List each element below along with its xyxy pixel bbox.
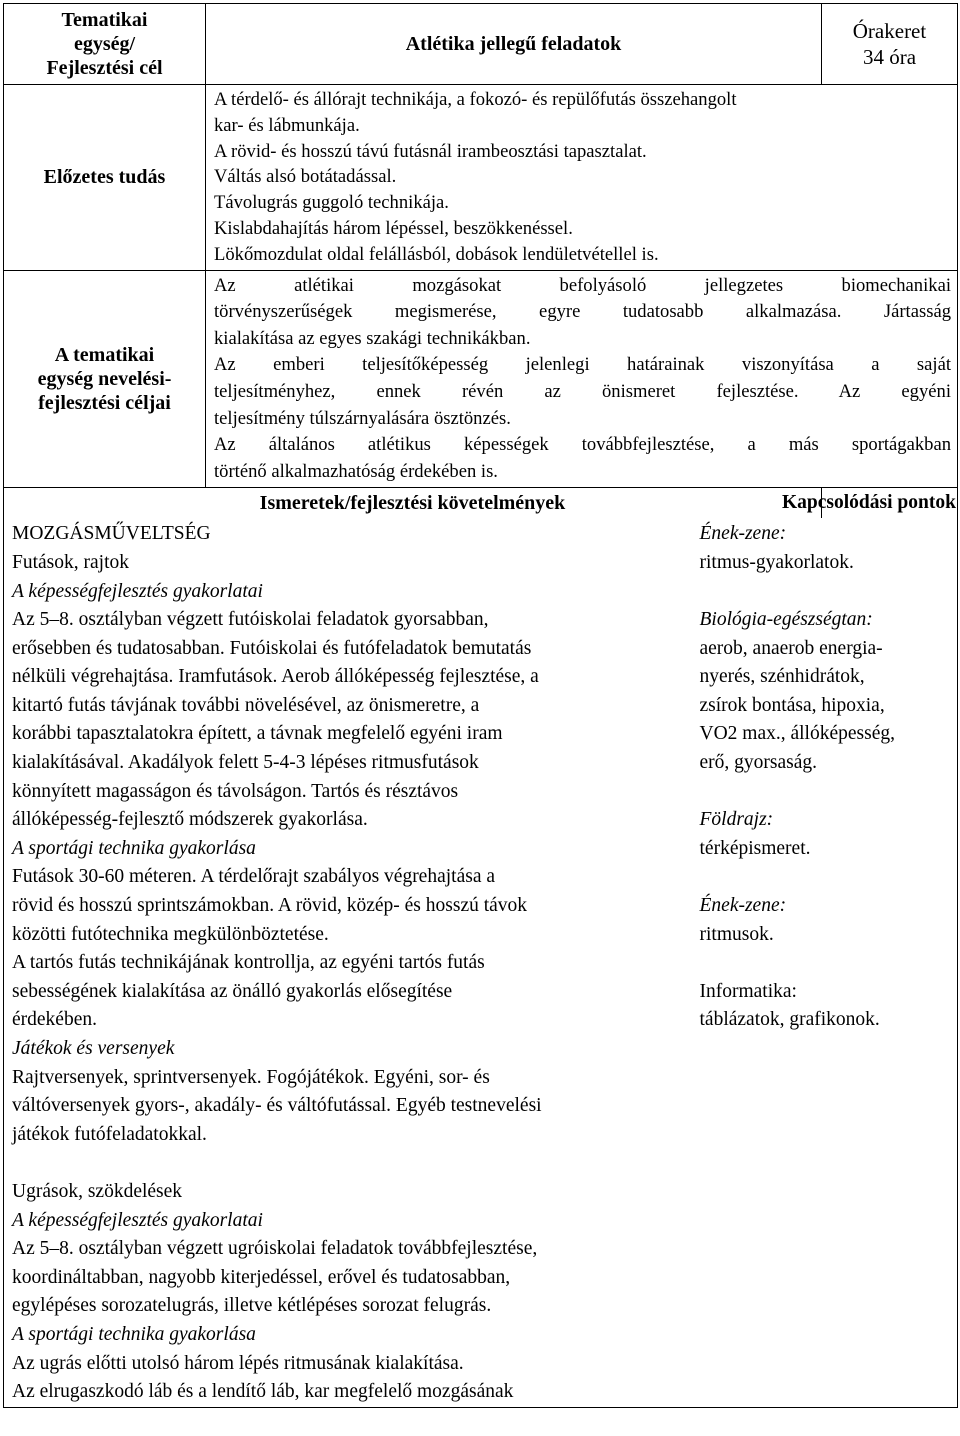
requirement-subheading: Játékok és versenyek	[12, 1038, 175, 1060]
requirement-line: Rajtversenyek, sprintversenyek. Fogójátékok. Egyéni, sor- és	[12, 1066, 490, 1088]
goals-line: Az általános atlétikus képességek továbbfejlesztése, a más sportágakban	[214, 434, 951, 456]
header-unit-line3: Fejlesztési cél	[46, 57, 163, 79]
header-row	[4, 4, 958, 85]
requirement-line: erősebben és tudatosabban. Futóiskolai és futófeladatok bemutatás	[12, 637, 532, 659]
link-text: aerob, anaerob energia-	[699, 637, 883, 659]
link-text: nyerés, szénhidrátok,	[699, 666, 865, 688]
links-content	[694, 518, 958, 1407]
goals-label-line3: fejlesztési céljai	[38, 391, 171, 414]
prior-knowledge-row	[4, 85, 958, 271]
header-unit-label	[4, 4, 206, 85]
requirement-line: rövid és hosszú sprintszámokban. A rövid, közép- és hosszú távok	[12, 895, 528, 917]
link-subject: Földrajz:	[699, 809, 774, 831]
hours-label: Órakeret	[852, 19, 927, 43]
requirement-line: Az 5–8. osztályban végzett ugróiskolai feladatok továbbfejlesztése,	[12, 1238, 538, 1260]
requirement-subheading: A sportági technika gyakorlása	[12, 1323, 256, 1345]
unit-title-text: Atlétika jellegű feladatok	[405, 32, 622, 55]
requirement-subheading: A képességfejlesztés gyakorlatai	[12, 1209, 263, 1231]
prior-line: A rövid- és hosszú távú futásnál irambeosztási tapasztalat.	[214, 140, 647, 162]
requirement-line: könnyített magasságon és távolságon. Tartós és résztávos	[12, 780, 459, 802]
link-text: táblázatok, grafikonok.	[699, 1009, 880, 1031]
requirement-subheading: A sportági technika gyakorlása	[12, 837, 256, 859]
prior-line: A térdelő- és állórajt technikája, a fokozó- és repülőfutás összehangolt	[214, 89, 737, 110]
requirement-line: játékok futófeladatokkal.	[12, 1123, 207, 1145]
requirement-line: MOZGÁSMŰVELTSÉG	[12, 523, 211, 545]
link-text: VO2 max., állóképesség,	[699, 723, 895, 745]
link-text: erő, gyorsaság.	[699, 752, 818, 774]
links-heading	[782, 488, 958, 519]
requirement-line: kialakításával. Akadályok felett 5-4-3 lépéses ritmusfutások	[12, 752, 479, 774]
requirement-line: nélküli végrehajtása. Iramfutások. Aerob állóképesség fejlesztése, a	[12, 666, 539, 688]
spacer	[700, 949, 954, 978]
spacer	[700, 863, 954, 892]
goals-label	[4, 270, 206, 488]
prior-knowledge-content	[206, 85, 958, 271]
requirement-line: érdekében.	[12, 1009, 97, 1031]
requirements-heading-text: Ismeretek/fejlesztési követelmények	[259, 491, 566, 514]
prior-line: Kislabdahajítás három lépéssel, beszökkenéssel.	[214, 217, 573, 239]
link-subject: Biológia-egészségtan:	[699, 609, 873, 631]
links-heading-text: Kapcsolódási pontok	[782, 492, 956, 514]
requirements-heading	[4, 488, 822, 519]
prior-knowledge-label	[4, 85, 206, 271]
requirements-content	[4, 518, 694, 1407]
goals-line: teljesítményhez, ennek révén az önismeret fejlesztése. Az egyéni	[214, 380, 951, 402]
unit-title	[206, 4, 822, 85]
spacer	[700, 578, 954, 607]
requirement-line: Ugrások, szökdelések	[12, 1180, 183, 1202]
prior-line: Távolugrás guggoló technikája.	[214, 192, 449, 214]
goals-row	[4, 270, 958, 488]
requirement-line: koordináltabban, nagyobb kiterjedéssel, erővel és tudatosabban,	[12, 1266, 511, 1288]
goals-line: törvényszerűségek megismerése, egyre tudatosabb alkalmazása. Jártasság	[214, 301, 951, 323]
requirement-line: állóképesség-fejlesztő módszerek gyakorlása.	[12, 809, 368, 831]
goals-line: teljesítmény túlszárnyalására ösztönzés.	[214, 407, 511, 429]
spacer	[700, 778, 954, 807]
requirement-line: Az 5–8. osztályban végzett futóiskolai feladatok gyorsabban,	[12, 609, 489, 631]
requirement-line: kitartó futás távjának további növelésével, az önismeretre, a	[12, 694, 480, 716]
prior-line: Váltás alsó botátadással.	[214, 166, 397, 188]
link-subject: Ének-zene:	[699, 895, 787, 917]
link-text: ritmus-gyakorlatok.	[699, 551, 854, 573]
link-subject: Informatika:	[699, 980, 797, 1002]
link-text: zsírok bontása, hipoxia,	[699, 694, 885, 716]
spacer	[12, 1149, 690, 1178]
link-text: ritmusok.	[699, 923, 774, 945]
requirement-subheading: A képességfejlesztés gyakorlatai	[12, 580, 263, 602]
hours-cell	[822, 4, 958, 85]
requirement-line: Az elrugaszkodó láb és a lendítő láb, kar megfelelő mozgásának	[12, 1381, 514, 1403]
header-unit-line1: Tematikai	[61, 9, 148, 31]
link-subject: Ének-zene:	[699, 523, 787, 545]
hours-value: 34 óra	[862, 45, 917, 69]
goals-label-line2: egység nevelési-	[37, 367, 172, 390]
goals-label-line1: A tematikai	[54, 343, 155, 366]
requirement-line: Futások 30-60 méteren. A térdelőrajt szabályos végrehajtása a	[12, 866, 496, 888]
requirement-line: közötti futótechnika megkülönböztetése.	[12, 923, 329, 945]
goals-line: kialakítása az egyes szakági technikákban.	[214, 327, 531, 349]
requirement-line: váltóversenyek gyors-, akadály- és váltófutással. Egyéb testnevelési	[12, 1095, 542, 1117]
requirement-line: A tartós futás technikájának kontrollja, az egyéni tartós futás	[12, 952, 485, 974]
prior-line: kar- és lábmunkája.	[214, 114, 360, 136]
requirement-line: egylépéses sorozatelugrás, illetve kétlépéses sorozat felugrás.	[12, 1295, 492, 1317]
goals-line: Az emberi teljesítőképesség jelenlegi határainak viszonyítása a saját	[214, 354, 951, 376]
link-text: térképismeret.	[699, 837, 811, 859]
curriculum-table	[3, 3, 958, 1408]
content-row	[4, 518, 958, 1407]
prior-line: Lökőmozdulat oldal felállásból, dobások lendületvétellel is.	[214, 243, 659, 265]
requirement-line: korábbi tapasztalatokra épített, a távnak megfelelő egyéni iram	[12, 723, 503, 745]
requirement-line: sebességének kialakítása az önálló gyakorlás elősegítése	[12, 980, 453, 1002]
goals-line: történő alkalmazhatóság érdekében is.	[214, 460, 498, 482]
requirement-line: Futások, rajtok	[12, 551, 129, 573]
requirement-line: Az ugrás előtti utolsó három lépés ritmusának kialakítása.	[12, 1352, 464, 1374]
goals-line: Az atlétikai mozgásokat befolyásoló jellegzetes biomechanikai	[214, 274, 951, 296]
prior-knowledge-label-text: Előzetes tudás	[43, 166, 166, 189]
links-inner	[700, 520, 954, 1035]
section-header-row	[4, 488, 958, 519]
header-unit-line2: egység/	[73, 33, 136, 55]
goals-content	[206, 270, 958, 488]
